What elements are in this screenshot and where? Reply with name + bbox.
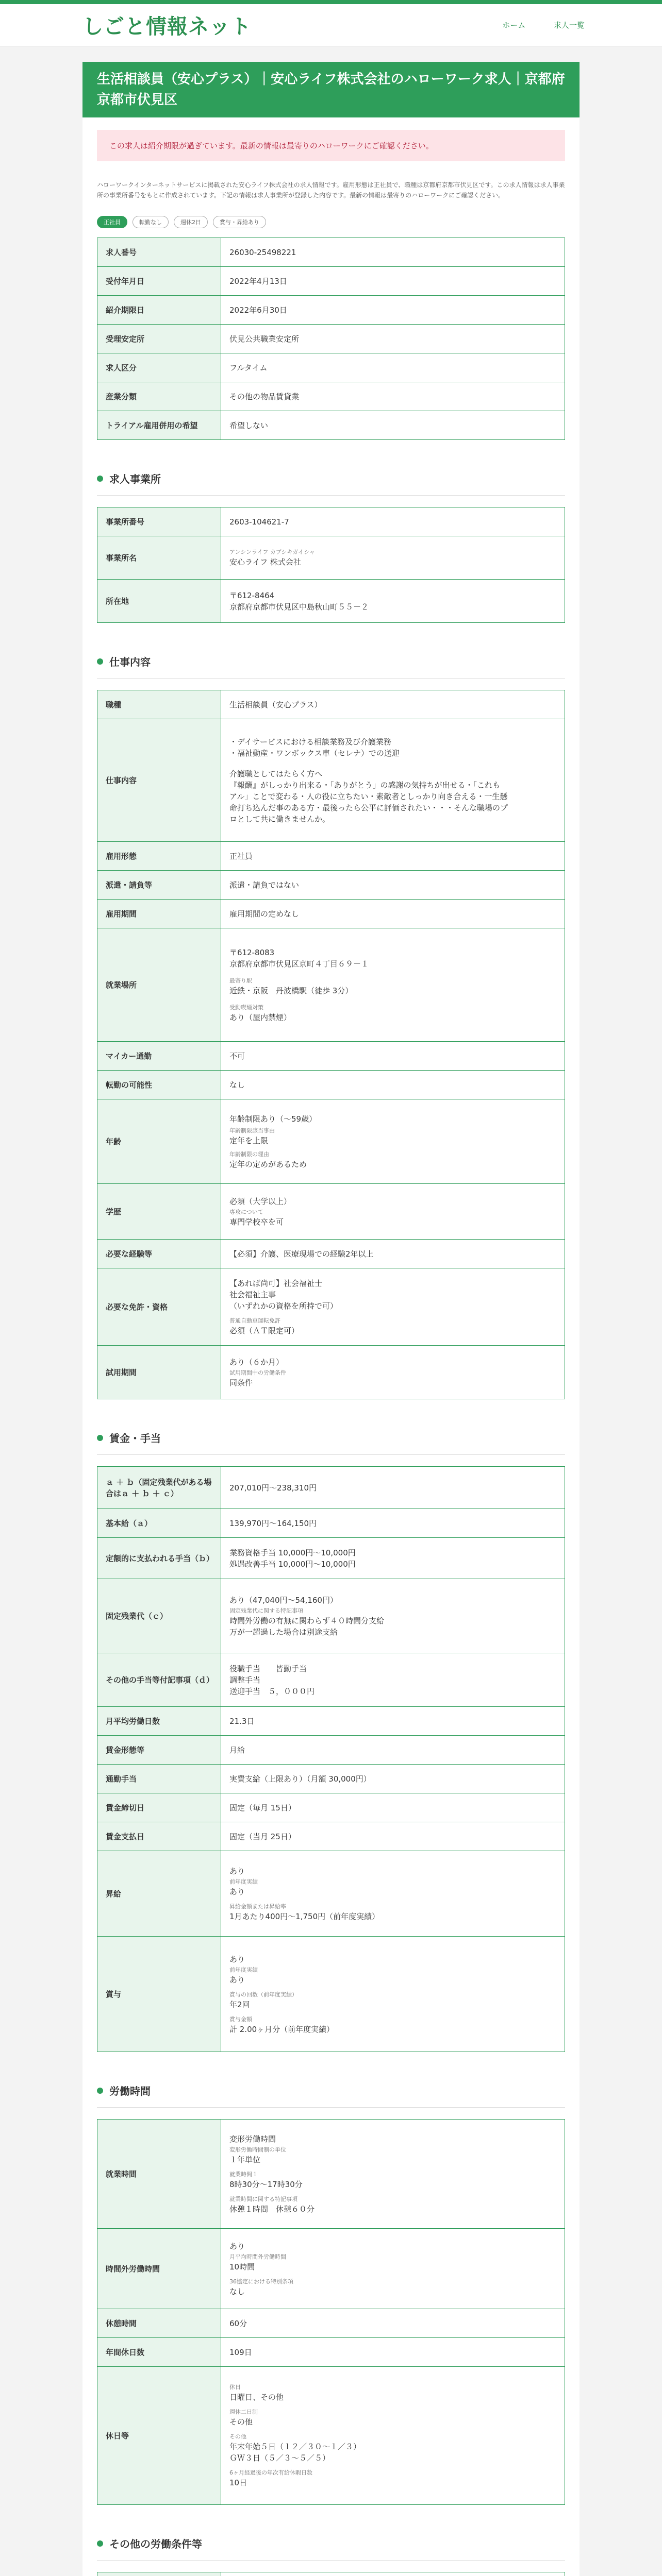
- sub-value: 役職手当 皆勤手当: [229, 1664, 307, 1673]
- row-label: 定額的に支払われる手当（ｂ）: [97, 1538, 221, 1579]
- address: 京都府京都市伏見区中島秋山町５５－２: [229, 602, 369, 612]
- row-value: [221, 928, 565, 1042]
- sub-value: 時間外労働の有無に関わらず４０時間分支給: [229, 1616, 385, 1625]
- sub-value: 必須（大学以上）: [229, 1196, 292, 1206]
- other-conditions-table: [97, 2572, 565, 2576]
- row-label: 所在地: [97, 580, 221, 623]
- row-label: 賃金形態等: [97, 1736, 221, 1765]
- sub-label: 休日: [229, 2383, 241, 2391]
- table-row: [97, 1467, 565, 1509]
- row-label: 通勤手当: [97, 1765, 221, 1793]
- row-value: 実費支給（上限あり）（月額 30,000円）: [221, 1765, 565, 1793]
- sub-value: （いずれかの資格を所持で可）: [229, 1301, 338, 1311]
- row-label: 必要な免許・資格: [97, 1268, 221, 1346]
- row-label: 月平均労働日数: [97, 1707, 221, 1736]
- bullet-dot-icon: [97, 2540, 103, 2547]
- row-value: [221, 2572, 565, 2576]
- tag-badge: 正社員: [97, 216, 127, 228]
- sub-value: 変形労働時間: [229, 2134, 276, 2144]
- sub-value: 年末年始５日（１２／３０〜１／３）: [229, 2442, 361, 2451]
- sub-label: 6ヶ月経過後の年次有給休暇日数: [229, 2469, 312, 2476]
- header-nav: [476, 20, 585, 30]
- section-heading-wage: 賃金・手当: [97, 1420, 565, 1455]
- row-label: 職種: [97, 690, 221, 719]
- row-label: 事業所番号: [97, 507, 221, 536]
- row-value: 2603-104621-7: [221, 507, 565, 536]
- sub-label: 年齢制限の理由: [229, 1150, 269, 1158]
- row-label: 固定残業代（ｃ）: [97, 1579, 221, 1653]
- table-row: [97, 536, 565, 580]
- table-row: [97, 1240, 565, 1268]
- table-row: [97, 353, 565, 382]
- table-row: [97, 2572, 565, 2576]
- sub-value: 送迎手当 ５，０００円: [229, 1686, 315, 1696]
- nav-job-list-link[interactable]: 求人一覧: [553, 21, 585, 30]
- table-row: [97, 1184, 565, 1240]
- table-row: [97, 580, 565, 623]
- row-value: [221, 1653, 565, 1707]
- table-row: [97, 1937, 565, 2052]
- row-label: 求人区分: [97, 353, 221, 382]
- row-label: 賃金締切日: [97, 1793, 221, 1822]
- sub-label: 賞与の回数（前年度実績）: [229, 1991, 297, 1998]
- bullet-dot-icon: [97, 476, 103, 482]
- sub-label: 週休二日制: [229, 2408, 258, 2415]
- table-row: [97, 2120, 565, 2229]
- expired-notice: この求人は紹介期限が過ぎています。最新の情報は最寄りのハローワークにご確認ください。: [97, 130, 565, 161]
- table-row: [97, 267, 565, 296]
- row-label: 事業所名: [97, 536, 221, 580]
- sub-value: 休憩１時間 休憩６０分: [229, 2204, 315, 2214]
- postal-code: 〒612-8464: [229, 590, 275, 600]
- company-table: [97, 507, 565, 623]
- row-label: マイカー通勤: [97, 1042, 221, 1071]
- sub-label: 36協定における特別条項: [229, 2278, 293, 2285]
- table-row: [97, 1579, 565, 1653]
- sub-value: 年齢制限あり（～59歳）: [229, 1114, 317, 1124]
- address: 京都府京都市伏見区京町４丁目６９－１: [229, 959, 369, 969]
- table-row: [97, 238, 565, 267]
- table-row: [97, 1851, 565, 1937]
- job-desc-line: 介護職としてはたらく方へ: [229, 769, 323, 778]
- sub-label: 変形労働時間制の単位: [229, 2146, 286, 2153]
- sub-value: 1月あたり400円〜1,750円（前年度実績）: [229, 1911, 380, 1921]
- row-value: フルタイム: [221, 353, 565, 382]
- sub-label: 普通自動車運転免許: [229, 1317, 280, 1324]
- row-label: 雇用期間: [97, 900, 221, 928]
- sub-value: 定年の定めがあるため: [229, 1159, 307, 1169]
- page-title: 生活相談員（安心プラス）｜安心ライフ株式会社のハローワーク求人｜京都府京都市伏見区: [82, 62, 580, 117]
- table-row: [97, 1268, 565, 1346]
- sub-value: １年単位: [229, 2155, 261, 2164]
- table-row: [97, 900, 565, 928]
- row-value: [221, 1184, 565, 1240]
- sub-value: ＧＷ３日（５／３〜５／５）: [229, 2453, 330, 2463]
- row-value: [221, 1538, 565, 1579]
- sub-value: 8時30分〜17時30分: [229, 2179, 303, 2189]
- sub-value: 【あれば尚可】社会福祉士: [229, 1278, 323, 1288]
- sub-label: 就業時間に関する特記事項: [229, 2195, 297, 2202]
- sub-value: 社会福祉主事: [229, 1290, 276, 1299]
- row-value: 2022年4月13日: [221, 267, 565, 296]
- table-row: [97, 842, 565, 871]
- row-label: 転勤の可能性: [97, 1071, 221, 1099]
- row-value: 固定（当月 25日）: [221, 1822, 565, 1851]
- table-row: [97, 1071, 565, 1099]
- company-name: 安心ライフ 株式会社: [229, 557, 301, 567]
- sub-label: 最寄り駅: [229, 977, 252, 984]
- row-value: [221, 2229, 565, 2309]
- table-row: [97, 1765, 565, 1793]
- site-logo[interactable]: しごと情報ネット: [82, 15, 252, 39]
- job-desc-line: ・デイサービスにおける相談業務及び介護業務: [229, 737, 391, 747]
- row-label: 必要な経験等: [97, 1240, 221, 1268]
- row-label: 賞与: [97, 1937, 221, 2052]
- sub-label: 試用期間中の労働条件: [229, 1369, 286, 1376]
- table-row: [97, 382, 565, 411]
- table-row: [97, 1538, 565, 1579]
- table-row: [97, 325, 565, 353]
- site-header: [0, 4, 662, 46]
- row-label: 就業場所: [97, 928, 221, 1042]
- row-value: 伏見公共職業安定所: [221, 325, 565, 353]
- sub-label: 固定残業代に関する特記事項: [229, 1607, 303, 1614]
- tag-list: [97, 216, 565, 228]
- table-row: [97, 1509, 565, 1538]
- sub-value: 日曜日、その他: [229, 2392, 284, 2402]
- row-value: [221, 1579, 565, 1653]
- table-row: [97, 1653, 565, 1707]
- row-value: [221, 536, 565, 580]
- row-value: [221, 2367, 565, 2505]
- sub-value: 必須（ＡＴ限定可）: [229, 1326, 300, 1335]
- row-value: 21.3日: [221, 1707, 565, 1736]
- sub-label: 月平均時間外労働時間: [229, 2253, 286, 2260]
- row-label: 昇給: [97, 1851, 221, 1937]
- row-label: 休日等: [97, 2367, 221, 2505]
- table-row: [97, 1793, 565, 1822]
- work-hours-table: [97, 2119, 565, 2505]
- bullet-dot-icon: [97, 2088, 103, 2094]
- section-heading-job: 仕事内容: [97, 643, 565, 679]
- bullet-dot-icon: [97, 1435, 103, 1441]
- table-row: [97, 1099, 565, 1184]
- row-value: [221, 1937, 565, 2052]
- sub-label: 前年度実績: [229, 1878, 258, 1885]
- table-row: [97, 296, 565, 325]
- job-desc-line: ・福祉動産・ワンボックス車（セレナ）での送迎: [229, 748, 400, 758]
- sub-label: 受動喫煙対策: [229, 1004, 263, 1011]
- job-desc-line: 『報酬』がしっかり出来る・「ありがとう」の感謝の気持ちが出せる・「これもアル」ことで変わる・人の役に立ちたい・素敵者としっかり向き合える・一生懸命打ち込んだ事のある方・最後ったら公平に評価されたい・・・そんな職場のプロとして共に働きませんか。: [229, 780, 508, 824]
- row-value: 固定（毎月 15日）: [221, 1793, 565, 1822]
- row-value: 雇用期間の定めなし: [221, 900, 565, 928]
- section-heading-work-hours: 労働時間: [97, 2073, 565, 2108]
- section-heading-company: 求人事業所: [97, 461, 565, 496]
- company-name-kana: アンシンライフ カブシキガイシャ: [229, 548, 315, 555]
- sub-value: 年2回: [229, 1999, 250, 2009]
- table-row: [97, 2309, 565, 2338]
- sub-value: 業務資格手当 10,000円〜10,000円: [229, 1548, 356, 1557]
- row-label: トライアル雇用併用の希望: [97, 411, 221, 440]
- postal-code: 〒612-8083: [229, 947, 275, 957]
- row-value: 希望しない: [221, 411, 565, 440]
- sub-label: 専攻について: [229, 1208, 263, 1215]
- row-label: 試用期間: [97, 1346, 221, 1399]
- row-value: [221, 1851, 565, 1937]
- sub-value: 万が一超過した場合は別途支給: [229, 1627, 338, 1637]
- sub-value: 専門学校卒を可: [229, 1217, 284, 1227]
- sub-value: あり（屋内禁煙）: [229, 1012, 292, 1022]
- row-label: 就業時間: [97, 2120, 221, 2229]
- row-label: 紹介期限日: [97, 296, 221, 325]
- table-row: [97, 1822, 565, 1851]
- row-value: 正社員: [221, 842, 565, 871]
- row-value: なし: [221, 1071, 565, 1099]
- row-value: [221, 2120, 565, 2229]
- row-value: [221, 719, 565, 842]
- row-label: 時間外労働時間: [97, 2229, 221, 2309]
- intro-text: ハローワークインターネットサービスに掲載された安心ライフ株式会社の求人情報です。雇用形態は正社員で、職種は京都府京都市伏見区です。この求人情報は求人事業所の事業所番号をもとに作成されています。下記の情報は求人事業所が登録した内容です。最新の情報は最寄りのハローワークにご確認ください。: [97, 181, 565, 199]
- job-table: [97, 690, 565, 1399]
- row-label: 受付年月日: [97, 267, 221, 296]
- row-value: 【必須】介護、医療現場での経験2年以上: [221, 1240, 565, 1268]
- sub-label: その他: [229, 2433, 246, 2440]
- sub-value: 処遇改善手当 10,000円〜10,000円: [229, 1559, 356, 1569]
- sub-value: 10日: [229, 2478, 247, 2487]
- row-label: 派遣・請負等: [97, 871, 221, 900]
- sub-value: 近鉄・京阪 丹波橋駅（徒歩 3分）: [229, 986, 353, 995]
- sub-value: あり: [229, 2241, 245, 2251]
- table-row: [97, 2367, 565, 2505]
- table-row: [97, 719, 565, 842]
- row-value: [221, 1346, 565, 1399]
- row-label: 基本給（ａ）: [97, 1509, 221, 1538]
- main-content: [82, 62, 580, 2576]
- row-label: ａ ＋ ｂ（固定残業代がある場合はａ ＋ ｂ ＋ ｃ）: [97, 1467, 221, 1509]
- table-row: [97, 690, 565, 719]
- table-row: [97, 1736, 565, 1765]
- row-value: [221, 580, 565, 623]
- sub-label: 賞与金額: [229, 2015, 252, 2023]
- row-label: 年齢: [97, 1099, 221, 1184]
- row-label: 仕事内容: [97, 719, 221, 842]
- basic-info-table: [97, 238, 565, 440]
- table-row: [97, 1707, 565, 1736]
- sub-label: 就業時間１: [229, 2171, 258, 2178]
- table-row: [97, 1346, 565, 1399]
- row-label: その他の手当等付記事項（ｄ）: [97, 1653, 221, 1707]
- row-value: 207,010円〜238,310円: [221, 1467, 565, 1509]
- row-value: [221, 1268, 565, 1346]
- sub-value: その他: [229, 2417, 253, 2427]
- row-label: 求人番号: [97, 238, 221, 267]
- bullet-dot-icon: [97, 658, 103, 665]
- wage-table: [97, 1466, 565, 2052]
- sub-value: あり: [229, 1975, 245, 1985]
- sub-value: 10時間: [229, 2262, 255, 2272]
- sub-label: 昇給金額または昇給率: [229, 1903, 286, 1910]
- row-label: 年間休日数: [97, 2338, 221, 2367]
- table-row: [97, 411, 565, 440]
- row-label: 休憩時間: [97, 2309, 221, 2338]
- sub-label: 前年度実績: [229, 1966, 258, 1973]
- row-value: 109日: [221, 2338, 565, 2367]
- sub-value: 同条件: [229, 1378, 253, 1387]
- sub-value: あり: [229, 1866, 245, 1876]
- table-row: [97, 2338, 565, 2367]
- row-value: 26030-25498221: [221, 238, 565, 267]
- row-label: 産業分類: [97, 382, 221, 411]
- row-value: 60分: [221, 2309, 565, 2338]
- sub-value: 計 2.00ヶ月分（前年度実績）: [229, 2024, 335, 2034]
- sub-value: あり（47,040円〜54,160円）: [229, 1595, 338, 1605]
- sub-value: あり（６か月）: [229, 1357, 284, 1367]
- sub-value: なし: [229, 2286, 245, 2296]
- row-value: 月給: [221, 1736, 565, 1765]
- sub-value: あり: [229, 1954, 245, 1964]
- row-value: 139,970円〜164,150円: [221, 1509, 565, 1538]
- row-value: 不可: [221, 1042, 565, 1071]
- row-value: 生活相談員（安心プラス）: [221, 690, 565, 719]
- row-value: その他の物品賃貸業: [221, 382, 565, 411]
- row-label: [97, 2572, 221, 2576]
- sub-value: 定年を上限: [229, 1136, 269, 1145]
- tag-badge: 賞与・昇給あり: [213, 216, 266, 228]
- top-accent-line: [0, 0, 662, 4]
- tag-badge: 週休2日: [174, 216, 208, 228]
- tag-badge: 転勤なし: [133, 216, 169, 228]
- row-label: 学歴: [97, 1184, 221, 1240]
- nav-home-link[interactable]: ホーム: [502, 21, 526, 30]
- row-value: 派遣・請負ではない: [221, 871, 565, 900]
- sub-label: 年齢制限該当事由: [229, 1127, 275, 1134]
- row-label: 受理安定所: [97, 325, 221, 353]
- table-row: [97, 871, 565, 900]
- sub-value: あり: [229, 1887, 245, 1896]
- sub-value: 調整手当: [229, 1675, 261, 1685]
- table-row: [97, 507, 565, 536]
- section-heading-other-conditions: その他の労働条件等: [97, 2526, 565, 2561]
- row-label: 賃金支払日: [97, 1822, 221, 1851]
- table-row: [97, 2229, 565, 2309]
- table-row: [97, 1042, 565, 1071]
- table-row: [97, 928, 565, 1042]
- row-value: 2022年6月30日: [221, 296, 565, 325]
- row-value: [221, 1099, 565, 1184]
- row-label: 雇用形態: [97, 842, 221, 871]
